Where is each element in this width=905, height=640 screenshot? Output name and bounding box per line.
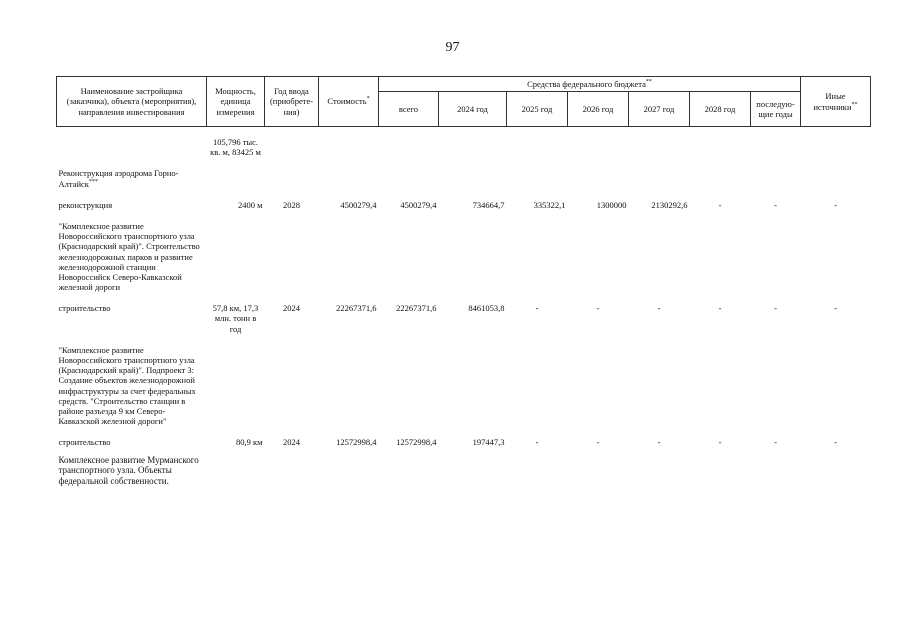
cell-other bbox=[801, 211, 871, 293]
cell-year bbox=[265, 449, 319, 488]
col-header-later: последую-щие годы bbox=[751, 92, 801, 127]
cell-total: 12572998,4 bbox=[396, 437, 437, 448]
cell-2027: - bbox=[657, 437, 661, 448]
cell-year bbox=[265, 335, 319, 428]
cell-2026 bbox=[568, 335, 629, 428]
col-header-2024: 2024 год bbox=[439, 92, 507, 127]
cell-2028: - bbox=[718, 199, 722, 210]
cell-total: 22267371,6 bbox=[396, 303, 437, 314]
cell-2025 bbox=[507, 158, 568, 189]
cell-name: Комплексное развитие Мурманского транспортного узла. Объекты федеральной собственности. bbox=[58, 454, 199, 487]
cell-2028: - bbox=[718, 303, 722, 314]
cell-2024: 8461053,8 bbox=[468, 303, 505, 314]
cell-2025 bbox=[507, 335, 568, 428]
cell-2024 bbox=[439, 335, 507, 428]
cell-later bbox=[751, 449, 801, 488]
cell-2026: 1300000 bbox=[596, 199, 627, 210]
col-header-2027: 2027 год bbox=[629, 92, 690, 127]
cell-2024 bbox=[439, 211, 507, 293]
cell-2024: 197447,3 bbox=[472, 437, 505, 448]
cell-cost bbox=[319, 335, 379, 428]
table-row bbox=[57, 427, 871, 448]
table-row bbox=[57, 293, 871, 335]
table-row bbox=[57, 449, 871, 488]
cell-capacity bbox=[207, 211, 265, 293]
table-row bbox=[57, 335, 871, 428]
cell-year bbox=[265, 211, 319, 293]
cell-2026: - bbox=[596, 437, 600, 448]
cell-total bbox=[379, 127, 439, 159]
cell-2025 bbox=[507, 127, 568, 159]
col-header-other: Иные источники** bbox=[801, 77, 871, 127]
cell-2027: 2130292,6 bbox=[651, 199, 688, 210]
cell-2027: - bbox=[657, 303, 661, 314]
cell-year bbox=[265, 127, 319, 159]
cell-later: - bbox=[774, 437, 777, 448]
cell-later bbox=[751, 211, 801, 293]
cell-capacity bbox=[207, 158, 265, 189]
table-row bbox=[57, 158, 871, 189]
cell-year: 2024 bbox=[283, 437, 300, 448]
col-header-capacity: Мощность, единица измерения bbox=[207, 77, 265, 127]
cell-later: - bbox=[774, 303, 777, 314]
cell-name: Реконструкция аэродрома Горно-Алтайск*** bbox=[58, 168, 179, 189]
cell-2025: - bbox=[535, 303, 539, 314]
cell-cost bbox=[319, 158, 379, 189]
page-number: 97 bbox=[445, 40, 460, 55]
cell-2025: 335322,1 bbox=[533, 199, 566, 210]
cell-name bbox=[57, 127, 207, 159]
cell-2026: - bbox=[596, 303, 600, 314]
cell-capacity: 2400 м bbox=[237, 199, 263, 210]
col-header-year: Год ввода (приобрете-ния) bbox=[265, 77, 319, 127]
cell-2027 bbox=[629, 158, 690, 189]
cell-2024 bbox=[439, 449, 507, 488]
cell-name: строительство bbox=[58, 303, 111, 314]
cell-capacity: 80,9 км bbox=[235, 437, 263, 448]
cell-name: "Комплексное развитие Новороссийского транспортного узла (Краснодарский край)". Строительство железнодорожных парков и развитие железнодорожной станции Новороссийск Северо-Кавказской железной дороги bbox=[58, 220, 200, 293]
cell-2028 bbox=[690, 211, 751, 293]
cell-later bbox=[751, 127, 801, 159]
cell-capacity: 105,796 тыс. кв. м, 83425 м bbox=[210, 137, 261, 158]
cell-2025: - bbox=[535, 437, 539, 448]
cell-other bbox=[801, 127, 871, 159]
cell-other: - bbox=[834, 437, 837, 448]
col-header-cost: Стоимость* bbox=[319, 77, 379, 127]
col-header-federal: Средства федерального бюджета** bbox=[379, 77, 801, 92]
cell-name: реконструкция bbox=[58, 199, 113, 210]
cell-later bbox=[751, 158, 801, 189]
cell-2024 bbox=[439, 127, 507, 159]
cell-other: - bbox=[834, 199, 837, 210]
cell-other: - bbox=[834, 303, 837, 314]
cell-2026 bbox=[568, 127, 629, 159]
cell-total bbox=[379, 211, 439, 293]
cell-year bbox=[265, 158, 319, 189]
cell-other bbox=[801, 335, 871, 428]
cell-2024: 734664,7 bbox=[472, 199, 505, 210]
table-row bbox=[57, 190, 871, 211]
cell-year: 2024 bbox=[283, 303, 300, 314]
cell-later: - bbox=[774, 199, 777, 210]
cell-name: строительство bbox=[58, 437, 111, 448]
col-header-2025: 2025 год bbox=[507, 92, 568, 127]
cell-name: "Комплексное развитие Новороссийского транспортного узла (Краснодарский край)". Подпроект 3: Создание объектов железнодорожной инфраструктуры за счет федеральных средств. "Строительство станции в районе разъезда 9 км Северо-Кавказской железной дороги" bbox=[58, 344, 196, 427]
cell-capacity: 57,8 км, 17,3 млн. тонн в год bbox=[212, 303, 259, 334]
cell-other bbox=[801, 158, 871, 189]
cell-2026 bbox=[568, 211, 629, 293]
cell-2027 bbox=[629, 449, 690, 488]
table-row bbox=[57, 211, 871, 293]
cell-total bbox=[379, 158, 439, 189]
cell-2024 bbox=[439, 158, 507, 189]
cell-other bbox=[801, 449, 871, 488]
cell-total: 4500279,4 bbox=[400, 199, 437, 210]
cell-2025 bbox=[507, 211, 568, 293]
cell-2027 bbox=[629, 335, 690, 428]
budget-table bbox=[56, 76, 871, 488]
cell-2025 bbox=[507, 449, 568, 488]
col-header-2028: 2028 год bbox=[690, 92, 751, 127]
cell-2028 bbox=[690, 127, 751, 159]
cell-cost bbox=[319, 127, 379, 159]
table-row bbox=[57, 127, 871, 159]
cell-2028: - bbox=[718, 437, 722, 448]
cell-cost bbox=[319, 449, 379, 488]
cell-2026 bbox=[568, 158, 629, 189]
col-header-2026: 2026 год bbox=[568, 92, 629, 127]
cell-2026 bbox=[568, 449, 629, 488]
cell-cost bbox=[319, 211, 379, 293]
cell-capacity bbox=[207, 449, 265, 488]
cell-cost: 12572998,4 bbox=[336, 437, 377, 448]
cell-year: 2028 bbox=[283, 199, 300, 210]
col-header-total: всего bbox=[379, 92, 439, 127]
cell-2028 bbox=[690, 158, 751, 189]
cell-2028 bbox=[690, 449, 751, 488]
cell-total bbox=[379, 335, 439, 428]
cell-2028 bbox=[690, 335, 751, 428]
cell-2027 bbox=[629, 127, 690, 159]
cell-total bbox=[379, 449, 439, 488]
cell-cost: 4500279,4 bbox=[340, 199, 377, 210]
cell-capacity bbox=[207, 335, 265, 428]
cell-later bbox=[751, 335, 801, 428]
cell-cost: 22267371,6 bbox=[336, 303, 377, 314]
col-header-name: Наименование застройщика (заказчика), объекта (мероприятия), направления инвестирования bbox=[57, 77, 207, 127]
cell-2027 bbox=[629, 211, 690, 293]
